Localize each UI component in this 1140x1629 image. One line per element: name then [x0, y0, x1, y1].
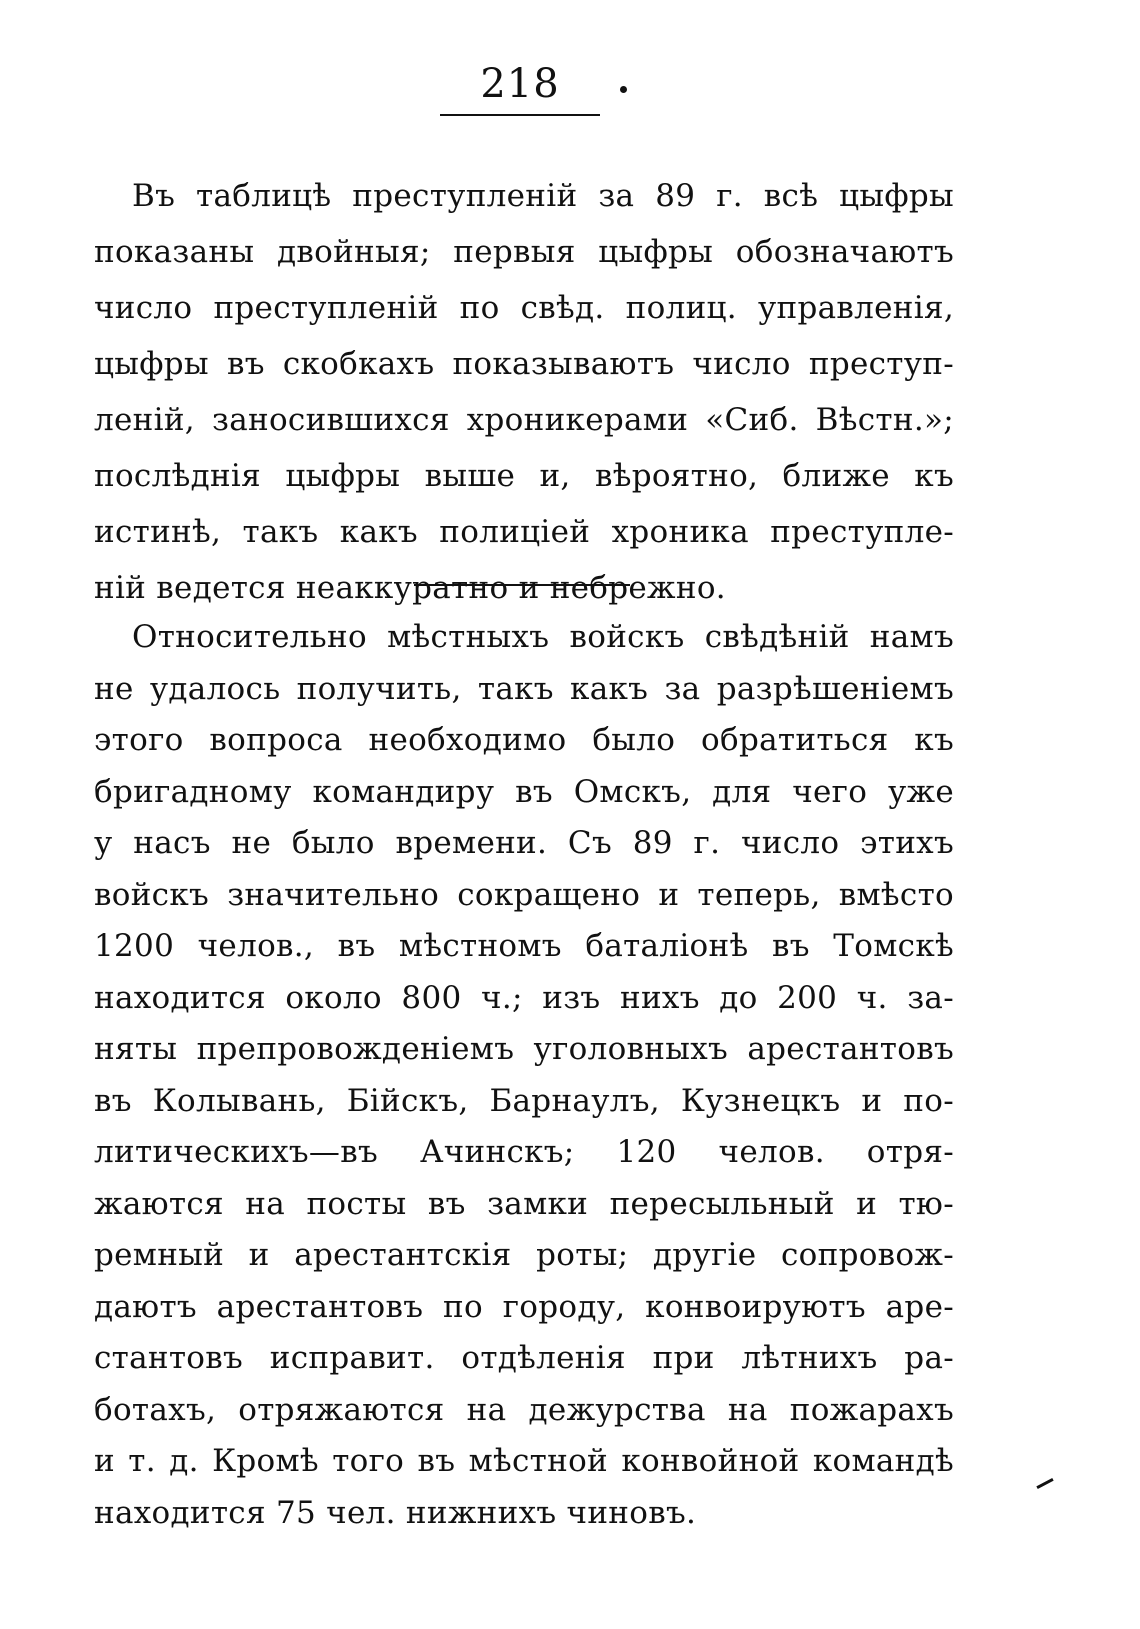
text-line: находится 75 чел. нижнихъ чиновъ. — [94, 1494, 697, 1531]
text-line: этого вопроса необходимо было обратиться къ — [94, 722, 954, 758]
text-line: 1200 челов., въ мѣстномъ баталіонѣ въ Томскѣ — [94, 928, 954, 964]
text-line: показаны двойныя; первыя цыфры обозначаютъ — [94, 234, 954, 270]
ink-dot-mark — [620, 86, 627, 93]
ink-tick-mark — [1036, 1478, 1053, 1489]
page-number: 218 — [480, 61, 560, 107]
page-number-rule — [440, 114, 600, 116]
text-line: даютъ арестантовъ по городу, конвоируютъ аре- — [94, 1288, 954, 1325]
text-line: послѣднія цыфры выше и, вѣроятно, ближе къ — [94, 458, 954, 494]
text-line: войскъ значительно сокращено и теперь, вмѣсто — [94, 876, 954, 913]
text-line: Относительно мѣстныхъ войскъ свѣдѣній намъ — [132, 619, 954, 655]
text-line: ній ведется неаккуратно и небрежно. — [94, 570, 726, 606]
text-line: Въ таблицѣ преступленій за 89 г. всѣ цыфры — [132, 178, 954, 214]
text-line: число преступленій по свѣд. полиц. управленія, — [94, 290, 954, 326]
text-line: жаются на посты въ замки пересыльный и тю- — [94, 1185, 954, 1222]
text-line: литическихъ—въ Ачинскъ; 120 челов. отря- — [94, 1134, 954, 1170]
text-line: бригадному командиру въ Омскъ, для чего уже — [94, 773, 954, 810]
text-line: няты препровожденіемъ уголовныхъ арестантовъ — [94, 1031, 954, 1067]
text-line: леній, заносившихся хроникерами «Сиб. Вѣстн.»; — [94, 402, 954, 438]
paragraph-crime-table-note — [94, 168, 954, 616]
text-line: и т. д. Кромѣ того въ мѣстной конвойной командѣ — [94, 1443, 954, 1479]
text-line: у насъ не было времени. Съ 89 г. число этихъ — [94, 825, 954, 861]
text-line: истинѣ, такъ какъ полиціей хроника преступле- — [94, 514, 954, 550]
text-line: стантовъ исправит. отдѣленія при лѣтнихъ ра- — [94, 1340, 954, 1376]
text-line: цыфры въ скобкахъ показываютъ число преступ- — [94, 346, 954, 382]
section-divider — [414, 584, 630, 586]
paragraph-local-troops — [94, 612, 954, 1539]
text-line: въ Колывань, Бійскъ, Барнаулъ, Кузнецкъ и по- — [94, 1082, 954, 1119]
text-line: ремный и арестантскія роты; другіе сопровож- — [94, 1237, 954, 1273]
text-line: ботахъ, отряжаются на дежурства на пожарахъ — [94, 1391, 954, 1428]
text-line: не удалось получить, такъ какъ за разрѣшеніемъ — [94, 670, 954, 707]
text-line: находится около 800 ч.; изъ нихъ до 200 ч. за- — [94, 979, 954, 1016]
